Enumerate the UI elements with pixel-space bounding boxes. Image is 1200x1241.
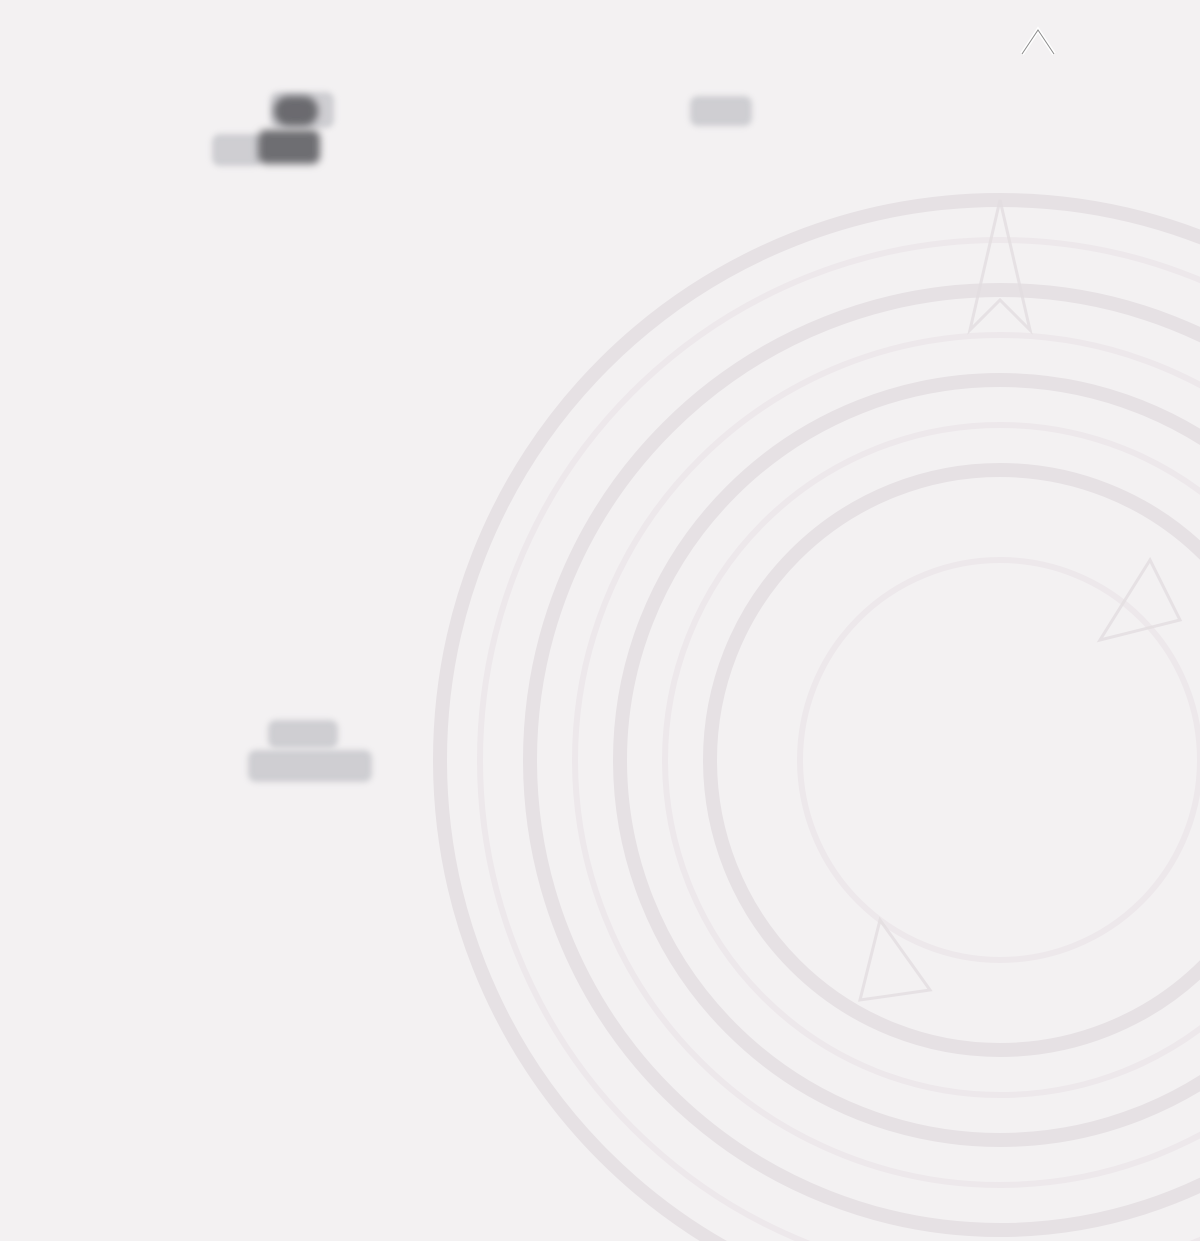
redaction-note-word — [268, 720, 338, 748]
redaction-address — [258, 130, 320, 164]
redaction-map-sheet — [690, 96, 752, 126]
redaction-certificate-number — [248, 750, 372, 782]
house-logo-icon — [1020, 26, 1056, 56]
redaction-address-light — [212, 134, 262, 166]
brand-logo — [1018, 20, 1183, 64]
redaction-parcel-number — [274, 96, 318, 126]
